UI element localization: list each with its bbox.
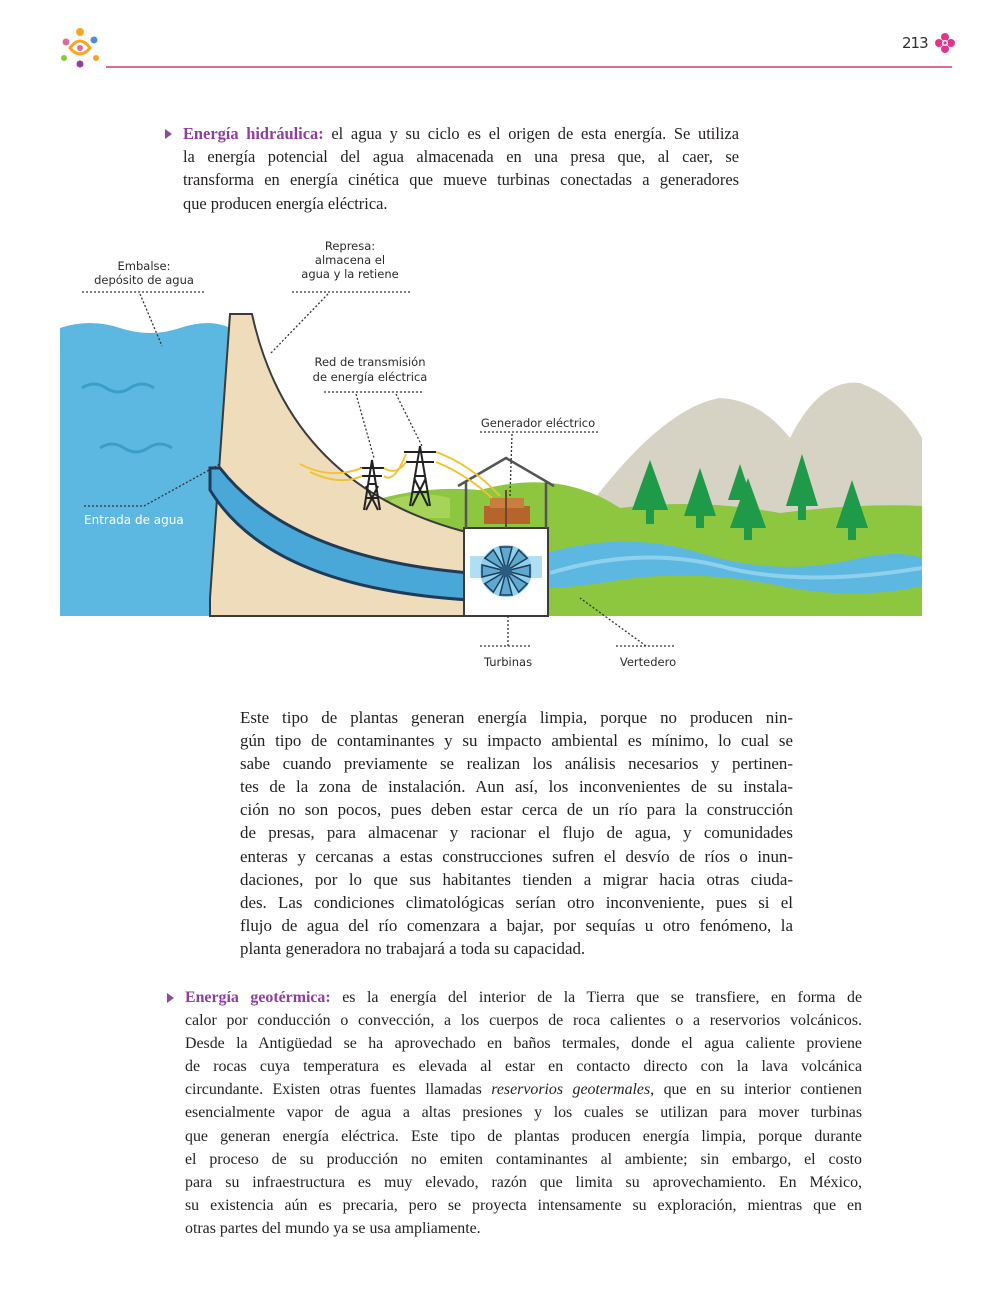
term-hydro: Energía hidráulica:: [183, 124, 324, 143]
header-rule: [106, 66, 952, 68]
bullet-arrow-icon: [167, 993, 174, 1003]
flower-icon: [934, 32, 956, 54]
label-embalse-2: depósito de agua: [94, 273, 194, 287]
label-represa-2: almacena el: [314, 253, 386, 267]
reservoir-water: [60, 323, 230, 616]
turbine-icon: [480, 545, 532, 597]
decorative-logo-icon: [56, 24, 104, 70]
hydro-intro-paragraph: Energía hidráulica: el agua y su ciclo es el origen de esta energía. Se utiliza la energía potencial del agua almacenada en una presa que, al caer, se transforma en energía cinética que mueve turbinas conectadas a generadores que producen energía eléctrica.: [183, 124, 739, 213]
term-geothermal: Energía geotérmica:: [185, 989, 331, 1006]
hydroelectric-diagram: [60, 228, 922, 674]
hydro-body-paragraph: Este tipo de plantas generan energía limpia, porque no producen nin- gún tipo de contaminantes y su impacto ambiental es mínimo, lo cual se sabe cuando previamente se realizan los análisis necesarios y pertinen- tes de la zona de instalación. Aun así, los inconvenientes de su instala- ción no son pocos, pues deben estar cerca de un río para la construcción de presas, para almacenar y racionar el flujo de agua, y comunidades enteras y cercanas a estas construcciones sufren el desvío de ríos o inun- daciones, por lo que sus habitantes tienden a migrar hacia otras ciuda- des. Las condiciones climatológicas serían otro inconveniente, pues si el flujo de agua del río comenzara a bajar, por sequías u otro fenómeno, la planta generadora no trabajará a toda su capacidad.: [240, 708, 793, 958]
bullet-arrow-icon: [165, 129, 172, 139]
label-red-1: Red de transmisión: [314, 355, 426, 369]
label-entrada: Entrada de agua: [84, 513, 184, 527]
page-number: 213: [902, 34, 928, 52]
geothermal-paragraph: Energía geotérmica: es la energía del interior de la Tierra que se transfiere, en forma de calor por conducción o convección, a los cuerpos de roca calientes o a reservorios volcánicos. Desde la Antigüedad se ha aprovechado en baños termales, donde el agua caliente proviene de rocas cuya temperatura es elevada al estar en contacto directo con la lava volcánica circundante. Existen otras fuentes llamadas reservorios geotermales, que en su interior contienen esencialmente vapor de agua a altas presiones y los cuales se utilizan para mover turbinas que generan energía eléctrica. Este tipo de plantas producen energía limpia, porque durante el proceso de su producción no emiten contaminantes al ambiente; sin embargo, el costo para su infraestructura es muy elevado, razón que limita su aprovechamiento. En México, su existencia aún es precaria, pero se proyecta intensamente su exploración, mientras que en otras partes del mundo ya se usa ampliamente.: [185, 989, 863, 1237]
label-generador: Generador eléctrico: [480, 416, 596, 430]
label-vertedero: Vertedero: [619, 655, 677, 669]
label-embalse-1: Embalse:: [117, 259, 171, 273]
label-represa-3: agua y la retiene: [301, 267, 399, 281]
label-turbinas: Turbinas: [483, 655, 533, 669]
term-reservorios: reservorios geotermales: [491, 1081, 651, 1099]
label-red-2: de energía eléctrica: [312, 370, 428, 384]
label-represa-1: Represa:: [324, 239, 376, 253]
